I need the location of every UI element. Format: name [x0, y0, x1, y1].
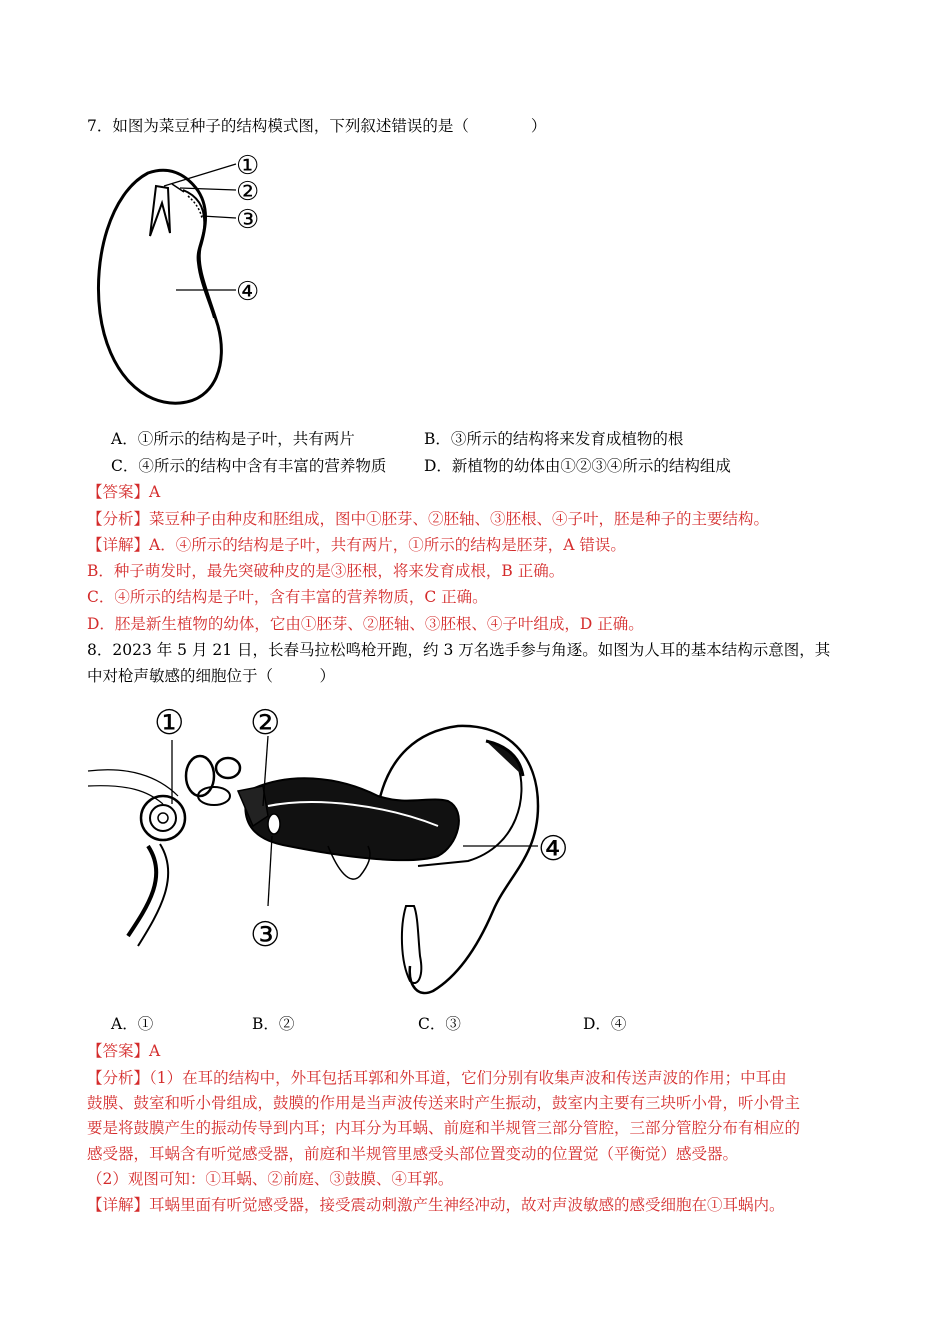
q8-stem-line1: 8．2023 年 5 月 21 日，长春马拉松鸣枪开跑，约 3 万名选手参与角逐。如图为人耳的基本结构示意图，其 — [87, 641, 831, 659]
q7-detail-1: 【详解】A．④所示的结构是子叶，共有两片，①所示的结构是胚芽，A 错误。 — [87, 536, 626, 554]
q8-analysis-1: 【分析】（1）在耳的结构中，外耳包括耳郭和外耳道，它们分别有收集声波和传送声波的作用；中耳由 — [87, 1069, 787, 1087]
q7-option-b: B．③所示的结构将来发育成植物的根 — [424, 430, 684, 448]
seed-label-4: ④ — [236, 277, 260, 307]
q7-option-c: C．④所示的结构中含有丰富的营养物质 — [111, 457, 387, 475]
human-ear-diagram — [88, 696, 578, 1002]
seed-label-2: ② — [236, 177, 260, 207]
q8-stem-line2: 中对枪声敏感的细胞位于（ ） — [87, 667, 336, 685]
seed-label-3: ③ — [236, 205, 260, 235]
seed-label-1: ① — [236, 151, 260, 181]
q7-option-d: D．新植物的幼体由①②③④所示的结构组成 — [424, 457, 731, 475]
q8-option-d: D．④ — [583, 1015, 627, 1033]
q8-analysis-4: 感受器，耳蜗含有听觉感受器，前庭和半规管里感受头部位置变动的位置觉（平衡觉）感受器。 — [87, 1145, 739, 1163]
q8-option-c: C．③ — [418, 1015, 461, 1033]
q8-option-a: A．① — [111, 1015, 154, 1033]
q7-detail-4: D．胚是新生植物的幼体，它由①胚芽、②胚轴、③胚根、④子叶组成，D 正确。 — [87, 615, 644, 633]
q7-stem: 7．如图为菜豆种子的结构模式图，下列叙述错误的是（ ） — [87, 117, 547, 135]
ear-label-1: ① — [154, 703, 185, 743]
ear-label-3: ③ — [250, 915, 281, 955]
q8-option-b: B．② — [252, 1015, 295, 1033]
q7-detail-3: C．④所示的结构是子叶，含有丰富的营养物质，C 正确。 — [87, 588, 488, 606]
q8-answer: 【答案】A — [87, 1042, 161, 1060]
bean-seed-diagram — [88, 148, 278, 410]
q7-detail-2: B．种子萌发时，最先突破种皮的是③胚根，将来发育成根，B 正确。 — [87, 562, 565, 580]
q8-detail: 【详解】耳蜗里面有听觉感受器，接受震动刺激产生神经冲动，故对声波敏感的感受细胞在①耳蜗内。 — [87, 1196, 785, 1214]
q8-analysis-2: 鼓膜、鼓室和听小骨组成，鼓膜的作用是当声波传送来时产生振动，鼓室内主要有三块听小骨，听小骨主 — [87, 1094, 801, 1112]
q7-answer: 【答案】A — [87, 483, 161, 501]
q7-analysis: 【分析】菜豆种子由种皮和胚组成，图中①胚芽、②胚轴、③胚根、④子叶，胚是种子的主要结构。 — [87, 510, 770, 528]
q8-analysis-3: 要是将鼓膜产生的振动传导到内耳；内耳分为耳蜗、前庭和半规管三部分管腔，三部分管腔分布有相应的 — [87, 1119, 801, 1137]
q8-analysis-5: （2）观图可知：①耳蜗、②前庭、③鼓膜、④耳郭。 — [87, 1170, 454, 1188]
q7-option-a: A．①所示的结构是子叶，共有两片 — [111, 430, 355, 448]
ear-label-2: ② — [250, 703, 281, 743]
ear-label-4: ④ — [538, 829, 569, 869]
